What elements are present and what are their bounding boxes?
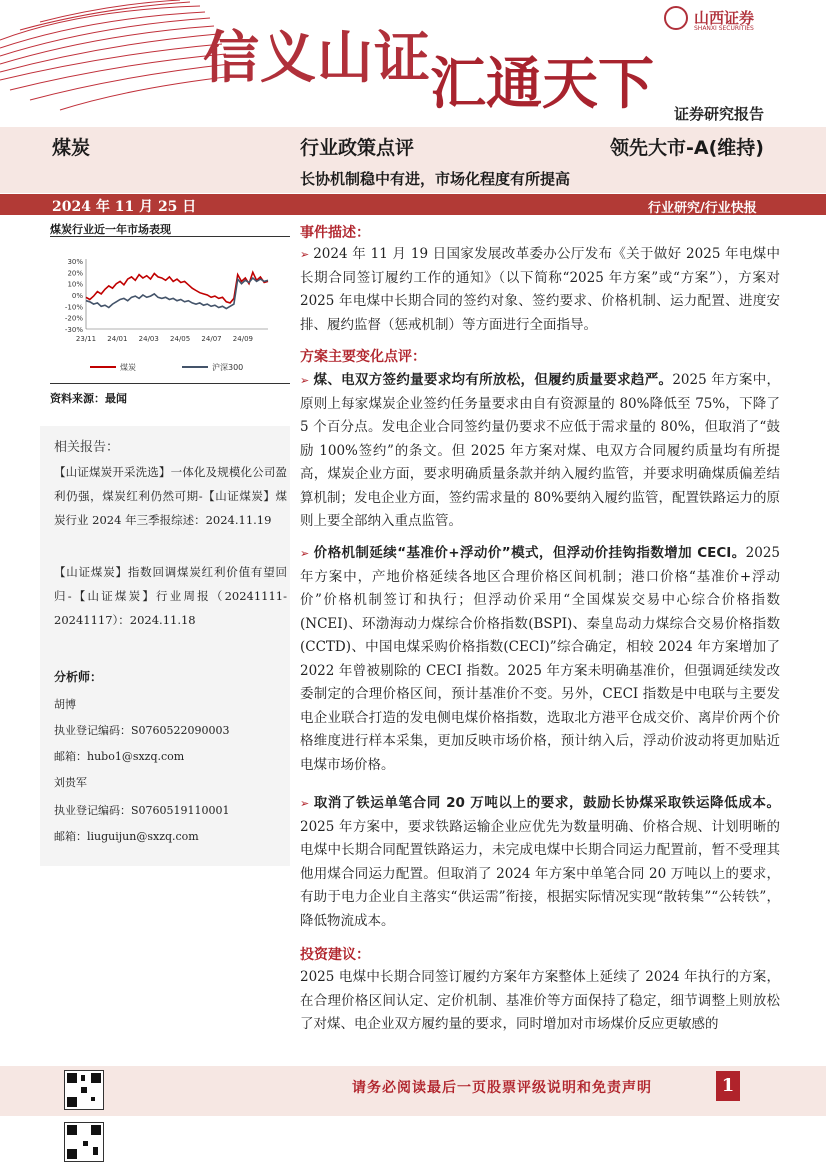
- x-tick-label: 24/01: [107, 335, 128, 343]
- slogan-left: 信义山证: [203, 26, 431, 91]
- x-tick-label: 24/09: [232, 335, 253, 343]
- paragraph-event: [300, 243, 780, 337]
- slogan-right: 汇通天下: [430, 52, 654, 117]
- disclaimer-text: 请务必阅读最后一页股票评级说明和免责声明: [352, 1080, 652, 1096]
- bullet-3-title: 取消了铁运单笔合同 20 万吨以上的要求，鼓励长协煤采取铁运降低成本。: [313, 795, 780, 811]
- y-tick-label: 20%: [67, 269, 83, 278]
- report-headline: 长协机制稳中有进，市场化程度有所提高: [300, 170, 571, 188]
- legend-label: 沪深300: [212, 363, 244, 372]
- bullet-3-text: 2025 年方案中，要求铁路运输企业应优先为数量明确、价格合规、计划明晰的电煤中长期合同配置铁路运力，未完成电煤中长期合同运力配置前，暂不受理其他用煤合同运力配置。但取消了 2024 年方案中单笔合同 20 万吨以上的要求，有助于电力企业自主落实“供运需”衔接，根据实际情况实现“散转集”“公转铁”，降低物流成本。: [300, 818, 780, 929]
- analyst-title: 分析师：: [54, 670, 103, 684]
- related-reports-title: 相关报告：: [54, 440, 120, 455]
- y-tick-label: 10%: [67, 280, 83, 289]
- bullet-icon: ➢: [300, 248, 310, 261]
- chart-source: 资料来源：最闻: [50, 392, 127, 405]
- bullet-point-3: [300, 792, 780, 933]
- bullet-icon: ➢: [300, 797, 310, 810]
- logo-cn-text: 山西证券: [694, 9, 755, 27]
- bullet-2-text: 2025 年方案中，产地价格延续各地区合理价格区间机制；港口价格“基准价+浮动价”价格机制签订和执行；但浮动价采用“全国煤炭交易中心综合价格指数(NCEI)、环渤海动力煤综合价格指数(BSPI)、秦皇岛动力煤综合交易价格指数(CCTD)、中国电煤采购价格指数(CECI)”综合确定，相较 2024 年方案增加了 2022 年曾被剔除的 CECI 指数。2025 年方案未明确基准价，但强调延续发改委制定的合理价格区间，预计基准价不变。另外，CECI 指数是中电联与主要发电企业联合打造的发电侧电煤价格指数，选取北方港平仓成交价、离岸价两个价格维度进行样本采集，更加反映市场价格，预计纳入后，浮动价波动将更加贴近电煤市场价格。: [300, 545, 780, 773]
- x-tick-label: 24/07: [201, 335, 222, 343]
- report-type-label: 证券研究报告: [674, 105, 765, 123]
- series-line-1: [86, 278, 268, 309]
- bullet-1-text: 2025 年方案中，原则上每家煤炭企业签约任务量要求由自有资源量的 80%降低至 75%，下降了 5 个百分点。发电企业合同签约量仍要求不应低于需求量的 80%，但取消了“鼓励 100%签约”的条文。但 2025 年方案对煤、电双方合同履约质量均有所提高，煤炭企业方面，要求明确质量条款并纳入履约监管，并要求明确煤质偏差结算机制；发电企业方面，签约需求量的 80%要纳入履约监管，配置铁路运力的原则上要全部纳入重点监管。: [300, 372, 780, 529]
- related-report-2[interactable]: 【山证煤炭】指数回调煤炭红利价值有望回归-【山证煤炭】行业周报（20241111-20241117）：2024.11.18: [54, 565, 287, 627]
- header-banner: [0, 0, 826, 128]
- analyst2-reg: 执业登记编码：S0760519110001: [54, 804, 230, 817]
- bullet-icon: ➢: [300, 547, 310, 560]
- industry-label: 煤炭: [52, 137, 91, 159]
- paragraph-event-text: 2024 年 11 月 19 日国家发展改革委办公厅发布《关于做好 2025 年电煤中长期合同签订履约工作的通知》（以下简称“2025 年方案”或“方案”），方案对 2025 年电煤中长期合同的签约对象、签约要求、价格机制、运力配置、进度安排、履约监督（惩戒机制）等方面进行全面指导。: [300, 246, 780, 333]
- analyst2-name: 刘贵军: [54, 776, 87, 789]
- chart-title: 煤炭行业近一年市场表现: [50, 223, 171, 236]
- market-chart-svg: [50, 237, 290, 383]
- page-number: 1: [716, 1071, 740, 1101]
- bullet-2-title: 价格机制延续“基准价+浮动价”模式，但浮动价挂钩指数增加 CECI。: [313, 545, 746, 561]
- x-tick-label: 23/11: [75, 335, 97, 343]
- bullet-point-1: [300, 369, 780, 534]
- y-tick-label: -10%: [64, 303, 83, 312]
- section-changes: 方案主要变化点评：: [300, 349, 426, 365]
- qr-code-icon: [64, 1122, 104, 1162]
- series-line-0: [86, 272, 268, 303]
- section-event: 事件描述：: [300, 225, 370, 241]
- y-tick-label: 30%: [67, 258, 83, 266]
- bullet-icon: ➢: [300, 374, 310, 387]
- market-chart: [50, 236, 290, 384]
- bullet-1-title: 煤、电双方签约量要求均有所放松，但履约质量要求趋严。: [313, 372, 673, 388]
- logo-mark-icon: [664, 6, 688, 30]
- related-report-1[interactable]: 【山证煤炭开采洗选】一体化及规模化公司盈利仍强，煤炭红利仍然可期-【山证煤炭】煤炭行业 2024 年三季报综述：2024.11.19: [54, 465, 287, 527]
- report-category: 行业研究/行业快报: [648, 201, 757, 216]
- y-tick-label: -30%: [64, 326, 83, 334]
- section-advice: 投资建议：: [300, 947, 370, 963]
- x-tick-label: 24/05: [170, 335, 191, 343]
- report-date: 2024 年 11 月 25 日: [52, 199, 197, 215]
- qr-code-icon: [64, 1070, 104, 1110]
- x-tick-label: 24/03: [138, 335, 159, 343]
- analyst1-email[interactable]: 邮箱：hubo1@sxzq.com: [54, 750, 185, 763]
- analyst1-reg: 执业登记编码：S0760522090003: [54, 724, 230, 737]
- rating-label: 领先大市-A(维持): [610, 137, 764, 159]
- y-tick-label: 0%: [71, 292, 83, 300]
- analyst1-name: 胡博: [54, 698, 76, 711]
- y-tick-label: -20%: [64, 314, 83, 323]
- company-logo: [664, 6, 784, 34]
- paragraph-advice: 2025 电煤中长期合同签订履约方案年方案整体上延续了 2024 年执行的方案，在合理价格区间认定、定价机制、基准价等方面保持了稳定，细节调整上则放松了对煤、电企业双方履约量的要求，同时增加对市场煤价反应更敏感的: [300, 969, 780, 1032]
- logo-en-text: SHANXI SECURITIES: [694, 25, 754, 32]
- doc-kind-label: 行业政策点评: [300, 137, 415, 159]
- bullet-point-2: [300, 542, 780, 777]
- legend-label: 煤炭: [120, 363, 136, 372]
- analyst2-email[interactable]: 邮箱：liuguijun@sxzq.com: [54, 830, 199, 843]
